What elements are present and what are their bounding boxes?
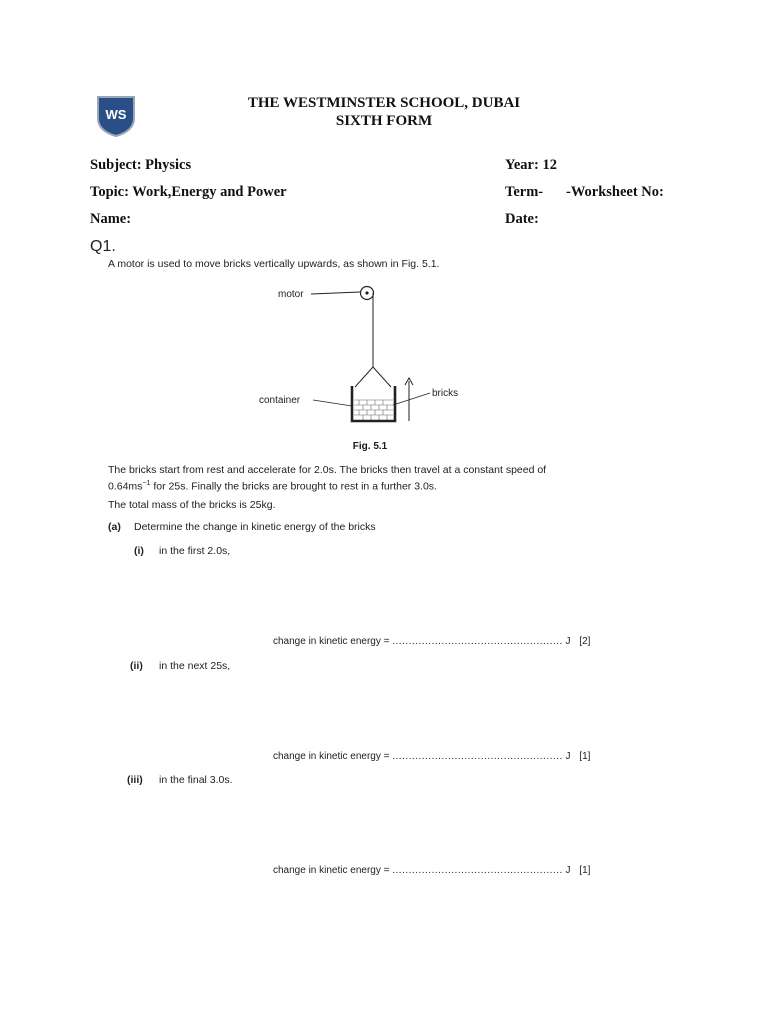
term-field: Term- (505, 184, 544, 200)
subpart-ii-text: in the next 25s, (159, 660, 231, 672)
question-number: Q1. (90, 238, 116, 255)
subject-field: Subject: Physics (90, 157, 192, 173)
sixth-form-heading: SIXTH FORM (335, 113, 433, 129)
logo-text: WS (105, 107, 127, 122)
date-field: Date: (505, 211, 539, 227)
bricks-pattern (354, 400, 393, 420)
answer-blank-i[interactable]: .................................................... (392, 636, 563, 647)
bricks-label: bricks (432, 388, 459, 399)
figure-caption: Fig. 5.1 (352, 441, 388, 452)
paragraph-1-line-2: $0.64ms^{-1}$ for 25s. Finally the bricks are brought to rest in a further 3.0s. (108, 480, 437, 493)
marks-i: [2] (579, 636, 591, 647)
answer-blank-ii[interactable]: .................................................... (392, 751, 563, 762)
container (352, 386, 395, 421)
subpart-iii-label: (iii) (127, 774, 143, 786)
paragraph-1-line-1: The bricks start from rest and accelerate for 2.0s. The bricks then travel at a constant speed of (108, 464, 547, 476)
answer-line-iii: change in kinetic energy = .................................................... J [1] (273, 865, 591, 876)
topic-field: Topic: Work,Energy and Power (90, 184, 287, 200)
question-intro: A motor is used to move bricks vertically upwards, as shown in Fig. 5.1. (108, 258, 440, 270)
marks-iii: [1] (579, 865, 591, 876)
answer-line-ii: change in kinetic energy = .................................................... J [1] (273, 751, 591, 762)
school-name: THE WESTMINSTER SCHOOL, DUBAI (247, 95, 521, 111)
subpart-iii-text: in the final 3.0s. (159, 774, 233, 786)
part-a-label: (a) (108, 521, 121, 533)
name-field: Name: (90, 211, 132, 227)
subpart-ii-label: (ii) (130, 660, 143, 672)
worksheet-number-field: -Worksheet No: (566, 184, 664, 200)
subpart-i-text: in the first 2.0s, (159, 545, 231, 557)
answer-line-i: change in kinetic energy = .................................................... J [2] (273, 636, 591, 647)
paragraph-2: The total mass of the bricks is 25kg. (108, 499, 276, 511)
answer-blank-iii[interactable]: .................................................... (392, 865, 563, 876)
figure-motor-bricks (256, 282, 476, 427)
part-a-text: Determine the change in kinetic energy of the bricks (134, 521, 376, 533)
subpart-i-label: (i) (134, 545, 144, 557)
year-field: Year: 12 (505, 157, 557, 173)
motor-label: motor (278, 289, 304, 300)
marks-ii: [1] (579, 751, 591, 762)
container-label: container (259, 395, 301, 406)
